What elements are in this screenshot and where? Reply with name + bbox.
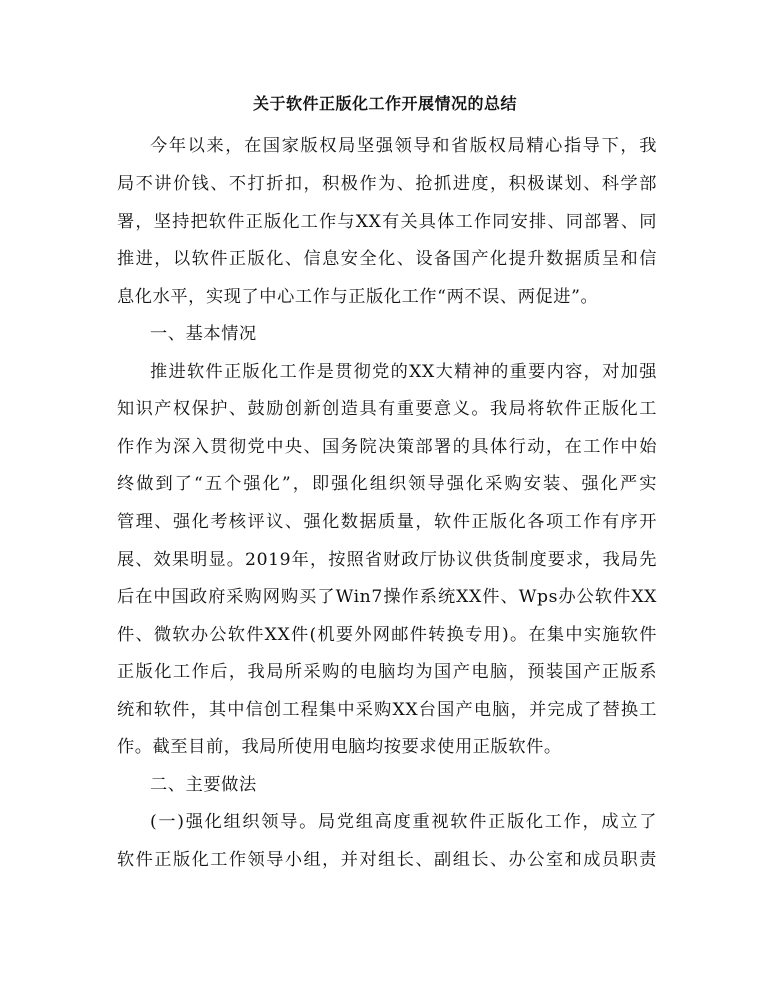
- paragraph-line: 展、效果明显。2019年，按照省财政厅协议供货制度要求，我局先: [117, 550, 657, 570]
- paragraph-line: 作作为深入贯彻党中央、国务院决策部署的具体行动，在工作中始: [117, 437, 657, 457]
- paragraph-line: 管理、强化考核评议、强化数据质量，软件正版化各项工作有序开: [117, 512, 657, 532]
- paragraph-line: 知识产权保护、鼓励创新创造具有重要意义。我局将软件正版化工: [117, 399, 657, 419]
- paragraph-line: 今年以来，在国家版权局坚强领导和省版权局精心指导下，我: [150, 136, 657, 156]
- paragraph-line: 作。截至目前，我局所使用电脑均按要求使用正版软件。: [117, 737, 562, 757]
- paragraph-line: 后在中国政府采购网购买了Win7操作系统XX件、Wps办公软件XX: [117, 587, 657, 607]
- paragraph-line: 正版化工作后，我局所采购的电脑均为国产电脑，预装国产正版系: [117, 662, 657, 682]
- document-title: 关于软件正版化工作开展情况的总结: [252, 94, 517, 113]
- paragraph-line: 局不讲价钱、不打折扣，积极作为、抢抓进度，积极谋划、科学部: [117, 174, 657, 194]
- paragraph-line: 署，坚持把软件正版化工作与XX有关具体工作同安排、同部署、同: [117, 212, 657, 232]
- section-heading: 二、主要做法: [150, 775, 257, 795]
- paragraph-line: 统和软件，其中信创工程集中采购XX台国产电脑，并完成了替换工: [117, 700, 657, 720]
- paragraph-line: 推进软件正版化工作是贯彻党的XX大精神的重要内容，对加强: [150, 362, 657, 382]
- paragraph-line: (一)强化组织领导。局党组高度重视软件正版化工作，成立了: [150, 812, 657, 832]
- paragraph-line: 终做到了“五个强化”，即强化组织领导强化采购安装、强化严实: [117, 474, 657, 494]
- paragraph-line: 软件正版化工作领导小组，并对组长、副组长、办公室和成员职责: [117, 850, 657, 870]
- paragraph-line: 推进，以软件正版化、信息安全化、设备国产化提升数据质呈和信: [117, 249, 657, 269]
- section-heading: 一、基本情况: [150, 324, 257, 344]
- paragraph-line: 息化水平，实现了中心工作与正版化工作“两不误、两促进”。: [117, 287, 599, 307]
- paragraph-line: 件、微软办公软件XX件(机要外网邮件转换专用)。在集中实施软件: [117, 625, 657, 645]
